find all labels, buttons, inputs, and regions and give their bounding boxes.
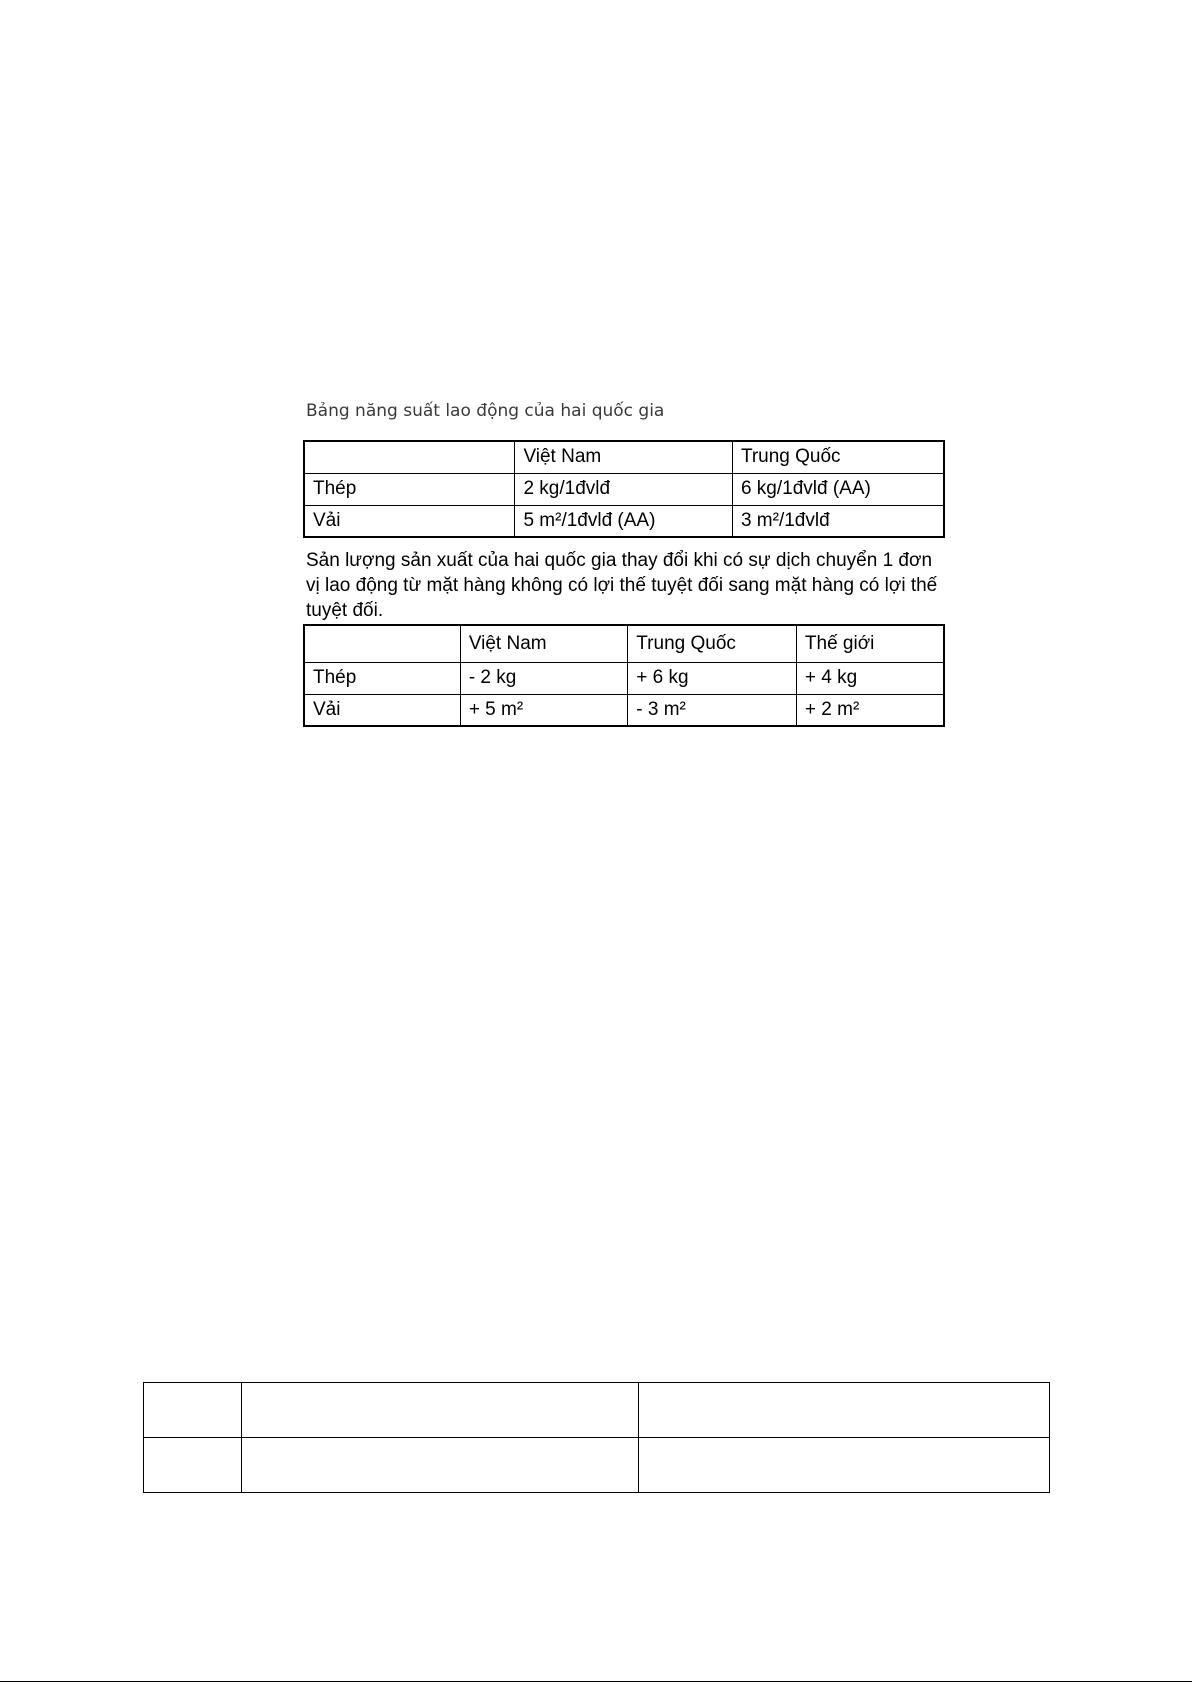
table-row	[144, 1383, 1050, 1438]
table1-caption: Bảng năng suất lao động của hai quốc gia	[306, 401, 665, 421]
table-row	[304, 505, 944, 537]
table-cell: - 3 m²	[628, 694, 797, 726]
output-change-paragraph: Sản lượng sản xuất của hai quốc gia thay đổi khi có sự dịch chuyển 1 đơn vị lao động từ mặt hàng không có lợi thế tuyệt đối sang mặt hàng có lợi thế tuyệt đối.	[306, 550, 938, 621]
table-header-cell: Thế giới	[796, 625, 944, 662]
table-row	[304, 473, 944, 505]
table-header-cell: Trung Quốc	[628, 625, 797, 662]
table-cell	[144, 1438, 242, 1493]
table-cell: Vải	[304, 694, 460, 726]
page-bottom-rule	[0, 1681, 1192, 1682]
table-row	[304, 694, 944, 726]
table-cell: 2 kg/1đvlđ	[515, 473, 733, 505]
table-header-row	[304, 625, 944, 662]
table-header-cell	[304, 625, 460, 662]
table-header-cell: Trung Quốc	[732, 441, 944, 473]
table-cell	[144, 1383, 242, 1438]
table-cell	[241, 1438, 639, 1493]
table-cell: Vải	[304, 505, 515, 537]
table-header-cell: Việt Nam	[515, 441, 733, 473]
table-header-row	[304, 441, 944, 473]
table-row	[144, 1438, 1050, 1493]
empty-table	[143, 1382, 1050, 1493]
table-cell	[639, 1383, 1050, 1438]
table-cell: Thép	[304, 662, 460, 694]
table-cell: + 2 m²	[796, 694, 944, 726]
table-cell: Thép	[304, 473, 515, 505]
table-header-cell	[304, 441, 515, 473]
table-row	[304, 662, 944, 694]
table-cell: + 6 kg	[628, 662, 797, 694]
table-cell	[241, 1383, 639, 1438]
table-header-cell: Việt Nam	[460, 625, 627, 662]
table-cell: + 5 m²	[460, 694, 627, 726]
table-cell	[639, 1438, 1050, 1493]
table-cell: + 4 kg	[796, 662, 944, 694]
table-cell: 6 kg/1đvlđ (AA)	[732, 473, 944, 505]
table-cell: - 2 kg	[460, 662, 627, 694]
output-change-table	[303, 624, 945, 727]
labor-productivity-table	[303, 440, 945, 538]
table-cell: 3 m²/1đvlđ	[732, 505, 944, 537]
table-cell: 5 m²/1đvlđ (AA)	[515, 505, 733, 537]
